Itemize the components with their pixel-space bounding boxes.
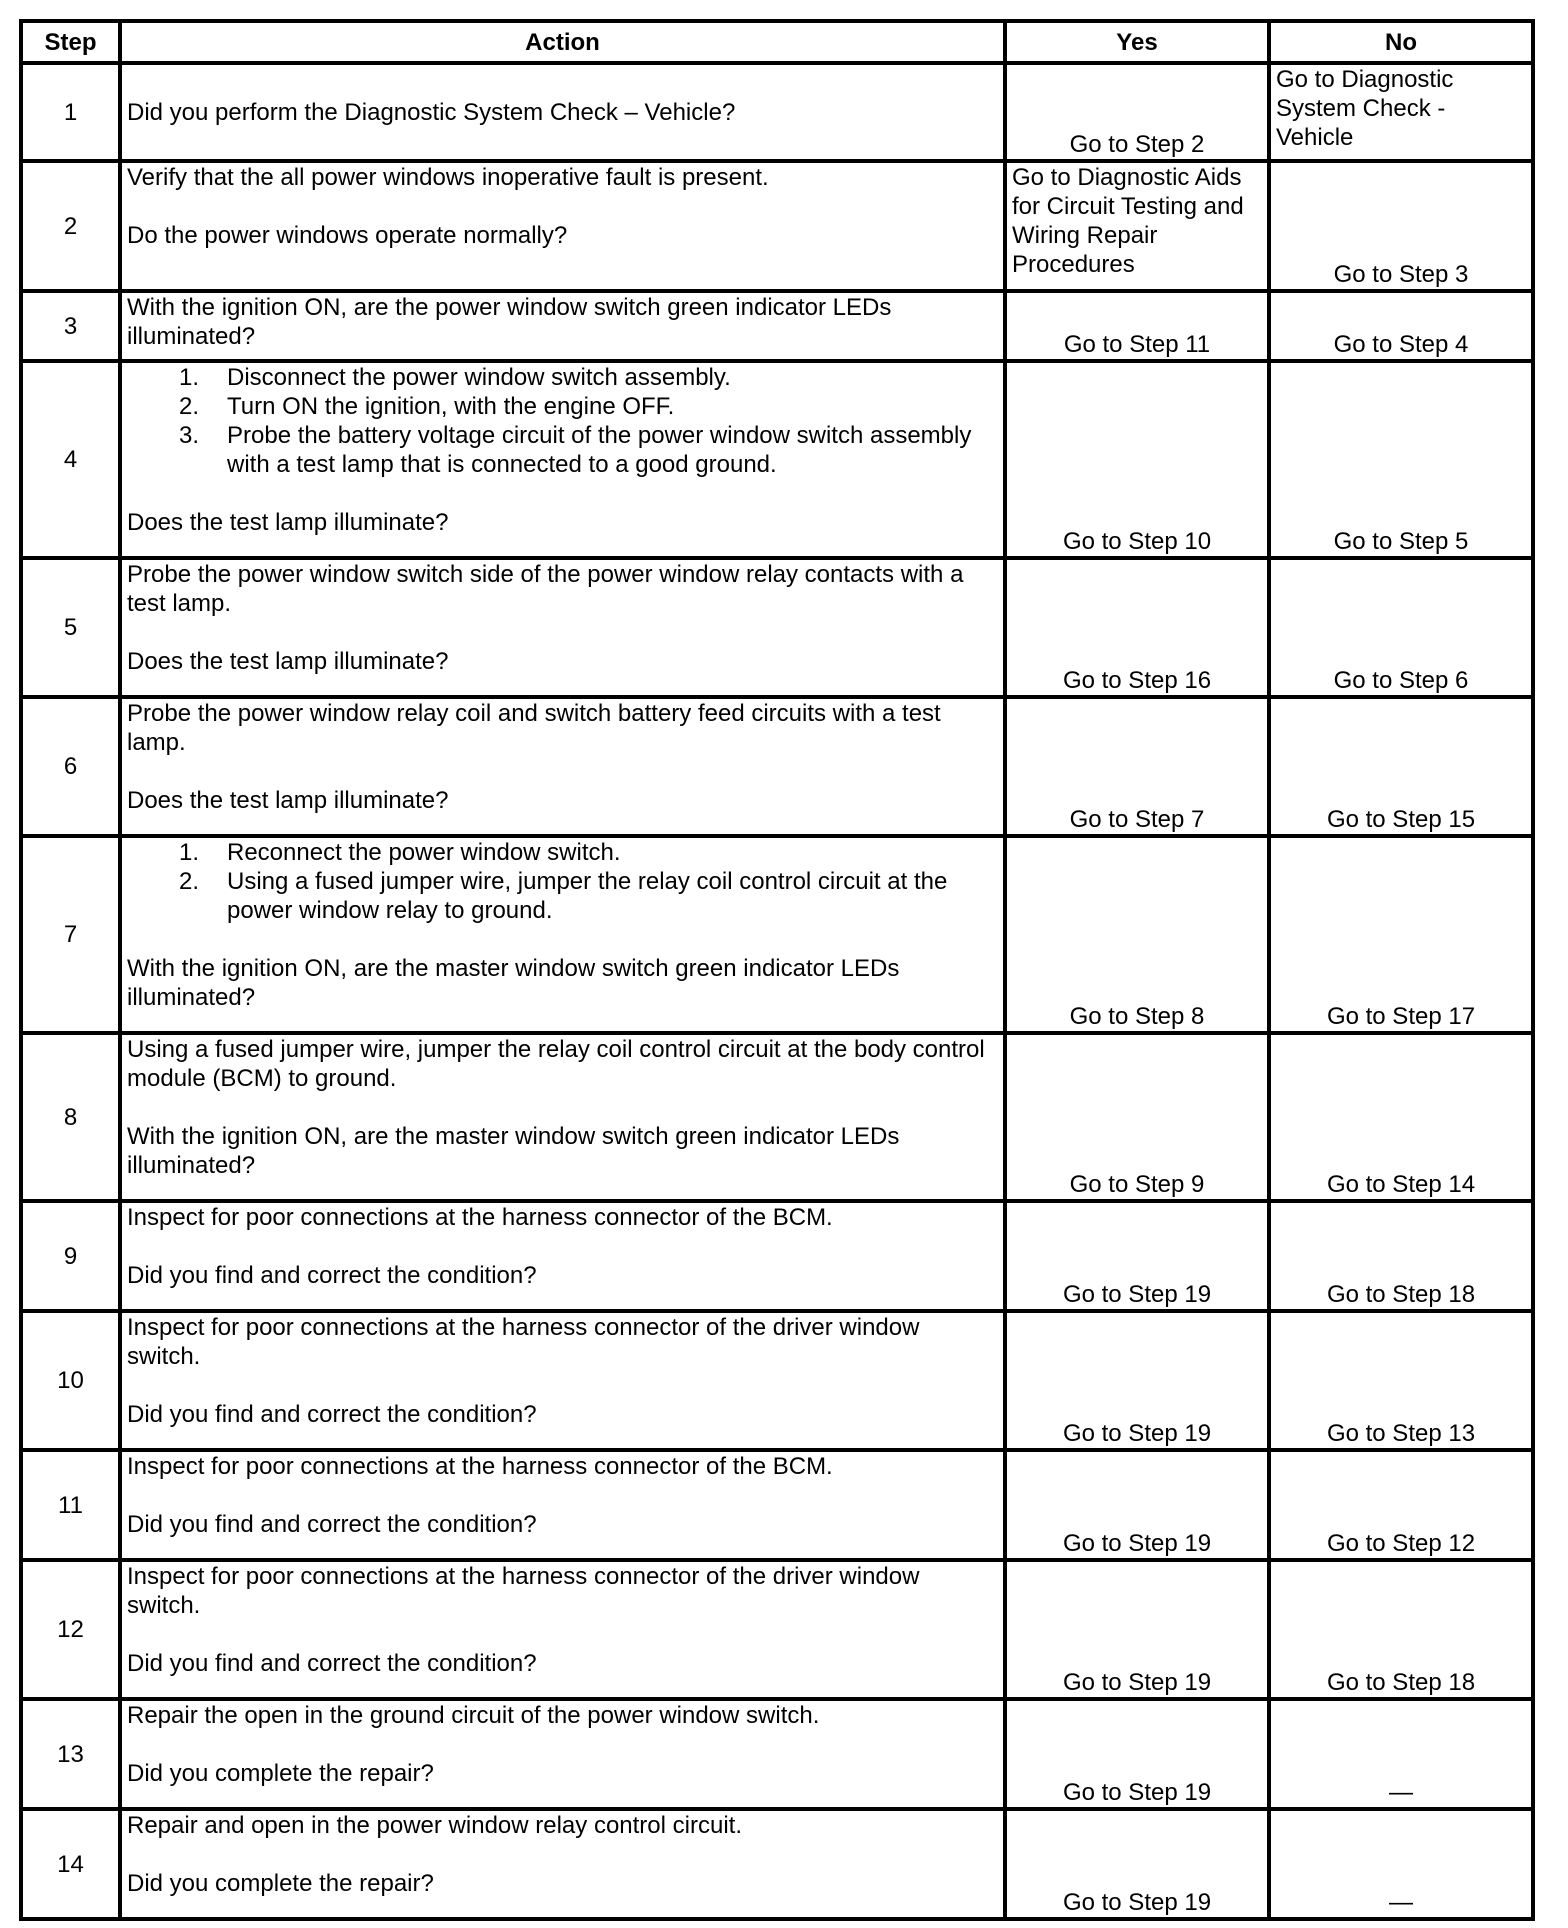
action-question: Does the test lamp illuminate? [127, 787, 449, 814]
table-row [21, 63, 1533, 161]
table-row [21, 291, 1533, 361]
action-cell [120, 1809, 1005, 1919]
action-question: With the ignition ON, are the master window switch green indicator LEDs illuminated? [127, 1123, 900, 1179]
step-number: 10 [21, 1311, 120, 1450]
step-number: 1 [21, 63, 120, 161]
step-number: 12 [21, 1560, 120, 1699]
no-cell: Go to Step 4 [1269, 291, 1533, 361]
action-cell [120, 1311, 1005, 1450]
action-question: Does the test lamp illuminate? [127, 648, 449, 675]
step-number: 7 [21, 836, 120, 1033]
list-item: 1. Reconnect the power window switch. [179, 839, 621, 866]
table-row [21, 1450, 1533, 1560]
action-cell [120, 1033, 1005, 1201]
action-question: Did you complete the repair? [127, 1760, 434, 1787]
action-steps-list [127, 363, 998, 479]
action-cell [120, 291, 1005, 361]
step-number: 4 [21, 361, 120, 558]
yes-cell: Go to Step 19 [1005, 1450, 1269, 1560]
list-item: 1. Disconnect the power window switch assembly. [179, 364, 731, 391]
action-question: Did you find and correct the condition? [127, 1650, 537, 1677]
yes-cell: Go to Step 8 [1005, 836, 1269, 1033]
action-question: Did you complete the repair? [127, 1870, 434, 1897]
no-cell: Go to Step 13 [1269, 1311, 1533, 1450]
yes-cell: Go to Diagnostic Aids for Circuit Testing and Wiring Repair Procedures [1005, 161, 1269, 291]
action-steps-list [127, 838, 998, 925]
no-cell: Go to Step 14 [1269, 1033, 1533, 1201]
yes-cell: Go to Step 7 [1005, 697, 1269, 836]
action-text: Inspect for poor connections at the harness connector of the BCM. [127, 1204, 833, 1231]
no-cell: Go to Step 6 [1269, 558, 1533, 697]
action-cell [120, 1560, 1005, 1699]
action-cell [120, 697, 1005, 836]
table-row [21, 1033, 1533, 1201]
yes-cell: Go to Step 19 [1005, 1560, 1269, 1699]
action-text: Probe the power window relay coil and switch battery feed circuits with a test lamp. [127, 700, 941, 756]
diagnostic-table [19, 19, 1535, 1921]
table-row [21, 1699, 1533, 1809]
table-row [21, 361, 1533, 558]
yes-cell: Go to Step 19 [1005, 1699, 1269, 1809]
yes-cell: Go to Step 10 [1005, 361, 1269, 558]
step-number: 11 [21, 1450, 120, 1560]
no-cell: Go to Diagnostic System Check - Vehicle [1269, 63, 1533, 161]
action-question: Did you find and correct the condition? [127, 1511, 537, 1538]
action-cell [120, 63, 1005, 161]
yes-cell: Go to Step 19 [1005, 1201, 1269, 1311]
table-row [21, 558, 1533, 697]
action-question: Did you find and correct the condition? [127, 1401, 537, 1428]
no-cell: Go to Step 15 [1269, 697, 1533, 836]
action-cell [120, 1201, 1005, 1311]
action-question: Does the test lamp illuminate? [127, 509, 449, 536]
table-row [21, 1201, 1533, 1311]
action-text: Inspect for poor connections at the harness connector of the driver window switch. [127, 1314, 920, 1370]
action-question: Do the power windows operate normally? [127, 222, 568, 249]
step-number: 9 [21, 1201, 120, 1311]
action-cell [120, 161, 1005, 291]
no-cell: Go to Step 5 [1269, 361, 1533, 558]
yes-cell: Go to Step 19 [1005, 1809, 1269, 1919]
yes-cell: Go to Step 16 [1005, 558, 1269, 697]
table-header-row [21, 21, 1533, 63]
list-item: 2. Turn ON the ignition, with the engine OFF. [179, 393, 675, 420]
action-text: Did you perform the Diagnostic System Check – Vehicle? [127, 98, 736, 126]
step-number: 3 [21, 291, 120, 361]
action-text: With the ignition ON, are the power window switch green indicator LEDs illuminated? [127, 294, 892, 350]
table-row [21, 697, 1533, 836]
no-cell: Go to Step 17 [1269, 836, 1533, 1033]
action-cell [120, 836, 1005, 1033]
no-cell: — [1269, 1809, 1533, 1919]
action-question: With the ignition ON, are the master window switch green indicator LEDs illuminated? [127, 955, 900, 1011]
action-question: Did you find and correct the condition? [127, 1262, 537, 1289]
yes-cell: Go to Step 9 [1005, 1033, 1269, 1201]
action-text: Probe the power window switch side of the power window relay contacts with a test lamp. [127, 561, 964, 617]
action-cell [120, 1450, 1005, 1560]
list-item: 2. Using a fused jumper wire, jumper the relay coil control circuit at the power window relay to ground. [179, 868, 948, 924]
action-cell [120, 558, 1005, 697]
action-text: Inspect for poor connections at the harness connector of the BCM. [127, 1453, 833, 1480]
table-row [21, 161, 1533, 291]
header-step: Step [21, 21, 120, 63]
header-action: Action [120, 21, 1005, 63]
list-item: 3. Probe the battery voltage circuit of the power window switch assembly with a test lamp that is connected to a good ground. [179, 422, 972, 478]
action-text: Using a fused jumper wire, jumper the relay coil control circuit at the body control module (BCM) to ground. [127, 1036, 985, 1092]
header-no: No [1269, 21, 1533, 63]
action-cell [120, 1699, 1005, 1809]
yes-cell: Go to Step 19 [1005, 1311, 1269, 1450]
step-number: 8 [21, 1033, 120, 1201]
table-row [21, 836, 1533, 1033]
table-row [21, 1809, 1533, 1919]
step-number: 2 [21, 161, 120, 291]
action-text: Inspect for poor connections at the harness connector of the driver window switch. [127, 1563, 920, 1619]
step-number: 5 [21, 558, 120, 697]
action-text: Verify that the all power windows inoperative fault is present. [127, 164, 769, 191]
no-cell: — [1269, 1699, 1533, 1809]
action-text: Repair the open in the ground circuit of the power window switch. [127, 1702, 820, 1729]
table-row [21, 1311, 1533, 1450]
table-row [21, 1560, 1533, 1699]
yes-cell: Go to Step 2 [1005, 63, 1269, 161]
action-text: Repair and open in the power window relay control circuit. [127, 1812, 742, 1839]
no-cell: Go to Step 3 [1269, 161, 1533, 291]
header-yes: Yes [1005, 21, 1269, 63]
step-number: 6 [21, 697, 120, 836]
action-cell [120, 361, 1005, 558]
step-number: 14 [21, 1809, 120, 1919]
no-cell: Go to Step 18 [1269, 1201, 1533, 1311]
yes-cell: Go to Step 11 [1005, 291, 1269, 361]
no-cell: Go to Step 18 [1269, 1560, 1533, 1699]
step-number: 13 [21, 1699, 120, 1809]
no-cell: Go to Step 12 [1269, 1450, 1533, 1560]
